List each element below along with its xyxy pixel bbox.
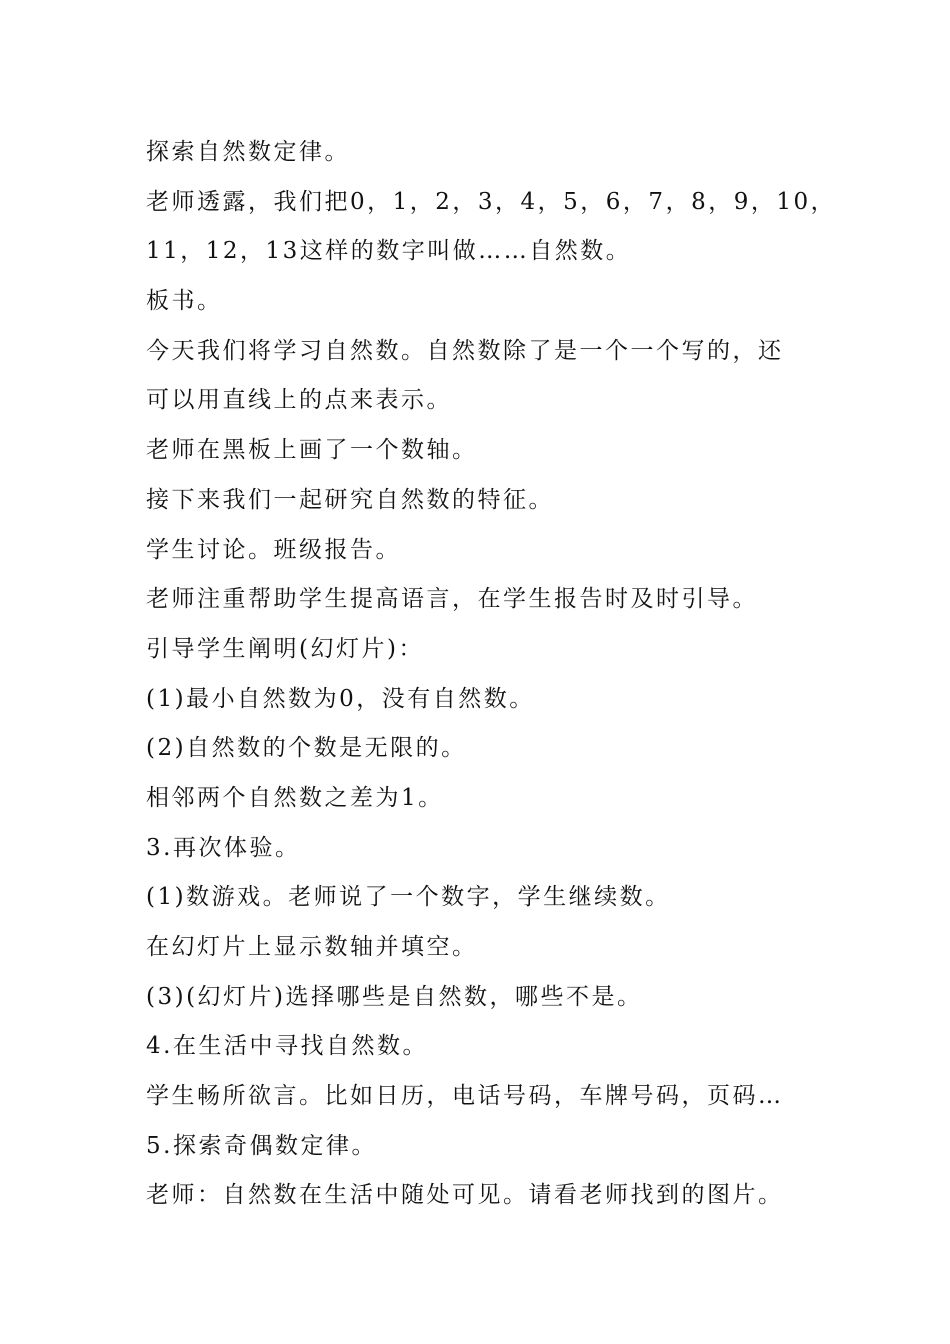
text-line: 学生讨论。班级报告。 bbox=[146, 536, 401, 563]
text-line: 今天我们将学习自然数。自然数除了是一个一个写的，还 bbox=[146, 337, 784, 364]
text-line: (3)(幻灯片)选择哪些是自然数，哪些不是。 bbox=[146, 983, 643, 1010]
text-line: 接下来我们一起研究自然数的特征。 bbox=[146, 486, 554, 513]
text-line: 老师在黑板上画了一个数轴。 bbox=[146, 437, 478, 464]
text-line: 老师透露，我们把0，1，2，3，4，5，6，7，8，9，10， bbox=[146, 188, 837, 215]
text-line: 在幻灯片上显示数轴并填空。 bbox=[146, 934, 478, 960]
text-line: 学生畅所欲言。比如日历，电话号码，车牌号码，页码… bbox=[146, 1083, 784, 1110]
text-line: 板书。 bbox=[146, 288, 223, 315]
text-line: (2)自然数的个数是无限的。 bbox=[146, 735, 467, 762]
text-line: 老师：自然数在生活中随处可见。请看老师找到的图片。 bbox=[146, 1182, 784, 1209]
text-line: 4.在生活中寻找自然数。 bbox=[146, 1033, 428, 1060]
text-line: 11，12，13这样的数字叫做……自然数。 bbox=[146, 238, 632, 265]
text-line: 探索自然数定律。 bbox=[146, 139, 350, 165]
text-line: 5.探索奇偶数定律。 bbox=[146, 1132, 377, 1159]
text-line: (1)数游戏。老师说了一个数字，学生继续数。 bbox=[146, 884, 671, 911]
text-line: 引导学生阐明(幻灯片)： bbox=[146, 635, 424, 662]
text-line: 3.再次体验。 bbox=[146, 834, 301, 861]
text-line: 相邻两个自然数之差为1。 bbox=[146, 784, 444, 811]
document-body bbox=[146, 128, 837, 1221]
text-line: 可以用直线上的点来表示。 bbox=[146, 387, 452, 414]
text-line: 老师注重帮助学生提高语言，在学生报告时及时引导。 bbox=[146, 586, 758, 613]
text-line: (1)最小自然数为0，没有自然数。 bbox=[146, 685, 535, 712]
